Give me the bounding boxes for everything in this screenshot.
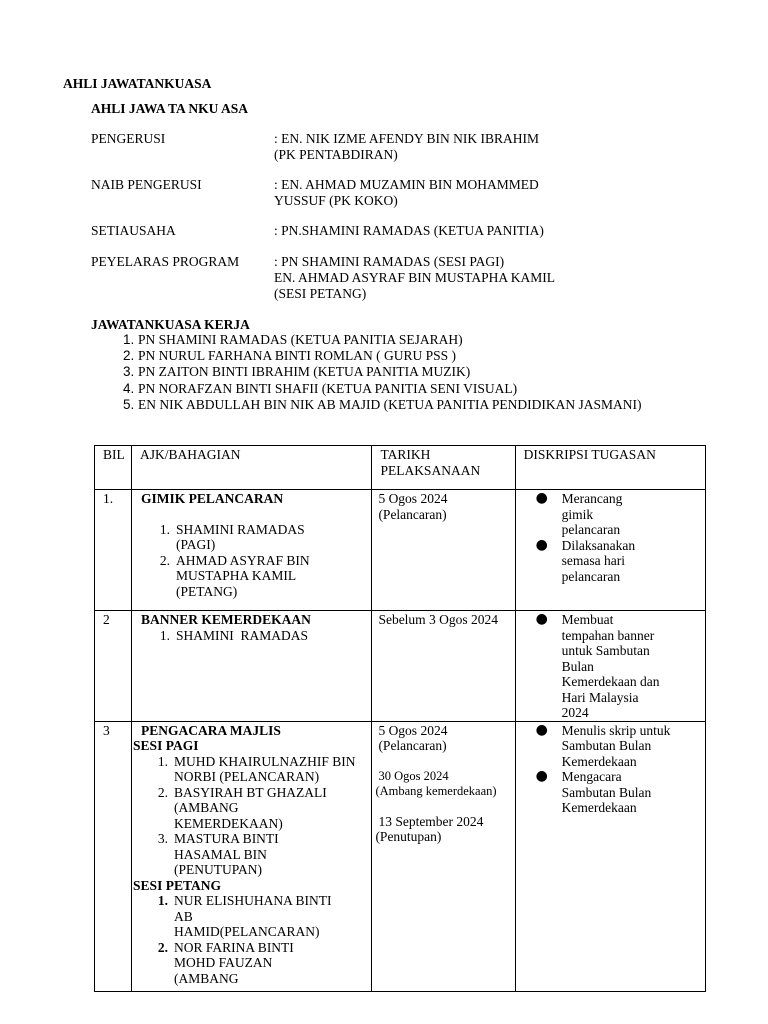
row-tarikh: Sebelum 3 Ogos 2024: [372, 611, 515, 722]
row-diskripsi: [515, 490, 705, 611]
table-row: [95, 721, 706, 991]
role-value-penyelaras-cont2: (SESI PETANG): [274, 286, 367, 301]
session-petang-label: SESI PETANG: [133, 877, 221, 893]
role-value-pengerusi-cont: (PK PENTABDIRAN): [274, 147, 398, 162]
bullet-icon: ●: [535, 721, 548, 738]
role-value-penyelaras: : PN SHAMINI RAMADAS (SESI PAGI): [274, 254, 505, 269]
kerja-item: 1. PN SHAMINI RAMADAS (KETUA PANITIA SEJARAH): [138, 332, 642, 348]
task-item: ● Dilaksanakan semasa hari pelancaran: [522, 538, 705, 585]
member-list-pagi: [132, 754, 371, 878]
kerja-item: 3. PN ZAITON BINTI IBRAHIM (KETUA PANITIA MUZIK): [138, 364, 642, 380]
row-diskripsi: [515, 611, 705, 722]
kerja-title: JAWATANKUASA KERJA: [91, 317, 250, 332]
task-list: [522, 612, 705, 721]
task-list: [522, 723, 705, 816]
row-ajk: [132, 490, 372, 611]
member-item: 2. NOR FARINA BINTI MOHD FAUZAN (AMBANG: [157, 939, 294, 986]
bullet-icon: ●: [535, 536, 548, 553]
row-ajk: [132, 611, 372, 722]
member-item: 1. SHAMINI RAMADAS: [159, 627, 309, 643]
table-row: [95, 490, 706, 611]
role-label-pengerusi: PENGERUSI: [91, 131, 166, 146]
member-item: 1. SHAMINI RAMADAS (PAGI): [159, 521, 305, 552]
session-pagi-label: SESI PAGI: [133, 738, 199, 753]
kerja-list: [98, 332, 642, 413]
header-ajk: AJK/BAHAGIAN: [132, 446, 372, 490]
member-item: 2. AHMAD ASYRAF BIN MUSTAPHA KAMIL (PETANG): [159, 552, 310, 599]
member-list-petang: [132, 893, 371, 986]
row-title: BANNER KEMERDEKAAN: [141, 612, 311, 627]
task-list: [522, 491, 705, 584]
row-tarikh: 5 Ogos 2024 (Pelancaran) 30 Ogos 2024 (Ambang kemerdekaan) 13 September 2024 (Penutupan): [372, 721, 515, 991]
ajk-table: [94, 445, 706, 992]
bullet-icon: ●: [535, 611, 548, 627]
bullet-icon: ●: [535, 490, 548, 506]
member-list: [140, 628, 371, 644]
bullet-icon: ●: [535, 768, 548, 784]
role-value-setiausaha: : PN.SHAMINI RAMADAS (KETUA PANITIA): [274, 223, 544, 238]
member-item: 1. MUHD KHAIRULNAZHIF BIN NORBI (PELANCARAN): [157, 753, 356, 784]
role-value-naib-pengerusi-cont: YUSSUF (PK KOKO): [274, 193, 398, 208]
row-title: GIMIK PELANCARAN: [141, 491, 284, 506]
role-value-penyelaras-cont1: EN. AHMAD ASYRAF BIN MUSTAPHA KAMIL: [274, 270, 555, 285]
kerja-item: 4. PN NORAFZAN BINTI SHAFII (KETUA PANITIA SENI VISUAL): [138, 381, 642, 397]
task-item: ● Mengacara Sambutan Bulan Kemerdekaan: [522, 769, 705, 816]
header-bil: BIL: [95, 446, 132, 490]
role-value-pengerusi: : EN. NIK IZME AFENDY BIN NIK IBRAHIM: [274, 131, 539, 146]
table-header-row: [95, 446, 706, 490]
member-item: 3. MASTURA BINTI HASAMAL BIN (PENUTUPAN): [157, 831, 279, 877]
header-diskripsi: DISKRIPSI TUGASAN: [515, 446, 705, 490]
kerja-item: 5. EN NIK ABDULLAH BIN NIK AB MAJID (KETUA PANITIA PENDIDIKAN JASMANI): [138, 397, 642, 413]
row-diskripsi: [515, 721, 705, 991]
section-subheading: AHLI JAWA TA NKU ASA: [91, 101, 249, 116]
row-bil: 1.: [95, 490, 132, 611]
row-bil: 3: [95, 721, 132, 991]
header-tarikh: TARIKH PELAKSANAAN: [372, 446, 515, 490]
task-item: ● Menulis skrip untuk Sambutan Bulan Kemerdekaan: [522, 723, 705, 770]
member-list: [140, 522, 371, 600]
row-ajk: [132, 721, 372, 991]
member-item: 1. NUR ELISHUHANA BINTI AB HAMID(PELANCARAN): [157, 893, 332, 939]
role-value-naib-pengerusi: : EN. AHMAD MUZAMIN BIN MOHAMMED: [274, 177, 539, 192]
role-label-setiausaha: SETIAUSAHA: [91, 223, 176, 238]
row-title: PENGACARA MAJLIS: [141, 722, 281, 738]
role-label-penyelaras: PEYELARAS PROGRAM: [91, 254, 240, 269]
member-item: 2. BASYIRAH BT GHAZALI (AMBANG KEMERDEKAAN): [157, 784, 327, 831]
kerja-item: 2. PN NURUL FARHANA BINTI ROMLAN ( GURU PSS ): [138, 348, 642, 364]
role-label-naib-pengerusi: NAIB PENGERUSI: [91, 177, 202, 192]
document-heading: AHLI JAWATANKUASA: [63, 76, 212, 91]
task-item: ● Membuat tempahan banner untuk Sambutan Bulan Kemerdekaan dan Hari Malaysia 2024: [522, 612, 705, 721]
row-tarikh: 5 Ogos 2024 (Pelancaran): [372, 490, 515, 611]
table-row: [95, 611, 706, 722]
row-bil: 2: [95, 611, 132, 722]
task-item: ● Merancang gimik pelancaran: [522, 491, 705, 538]
